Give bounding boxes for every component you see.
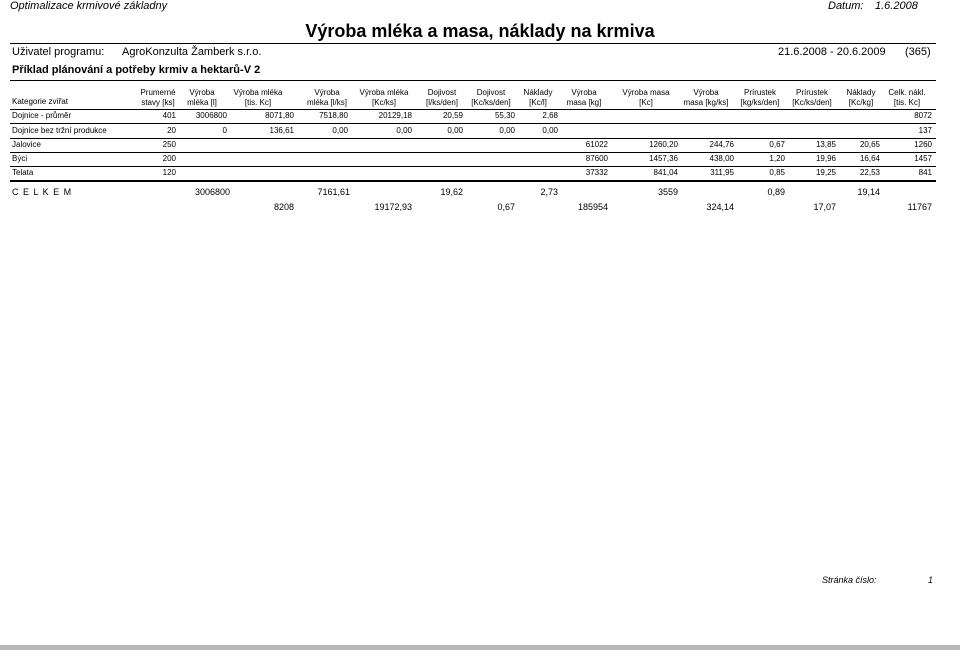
column-header-line2: [Kc/ks/den]	[471, 98, 511, 107]
total-value: 11767	[907, 202, 932, 212]
category-header: Kategorie zvířat	[12, 97, 69, 106]
total-value: 19,62	[440, 187, 463, 197]
total-value: 3559	[657, 187, 678, 197]
column-header-line1: Výroba	[189, 88, 215, 97]
row-divider	[10, 166, 936, 167]
column-header-line1: Dojivost	[476, 88, 506, 97]
table-cell: 16,64	[859, 154, 880, 163]
table-cell: 250	[162, 140, 176, 149]
total-value: 2,73	[540, 187, 558, 197]
row-divider	[10, 152, 936, 153]
table-cell: 136,61	[269, 126, 294, 135]
table-cell: 1260,20	[649, 140, 678, 149]
table-cell: 13,85	[815, 140, 836, 149]
table-cell: 1,20	[769, 154, 785, 163]
table-cell: 1457	[914, 154, 932, 163]
table-cell: 0,00	[499, 126, 515, 135]
column-header-line1: Výroba	[314, 88, 340, 97]
user-label: Uživatel programu:	[12, 46, 105, 58]
total-value: 185954	[577, 202, 608, 212]
row-category-name: Telata	[12, 168, 34, 177]
report-subtitle: Příklad plánování a potřeby krmiv a hektarů-V 2	[12, 64, 261, 76]
table-cell: 0,00	[447, 126, 463, 135]
total-value: 7161,61	[317, 187, 350, 197]
column-header-line2: mléka [l]	[187, 98, 217, 107]
table-cell: 311,95	[710, 168, 734, 177]
column-header-line1: Prírustek	[743, 88, 776, 97]
column-header-line1: Výroba	[693, 88, 719, 97]
row-category-name: Dojnice bez tržní produkce	[12, 126, 107, 135]
table-cell: 120	[162, 168, 176, 177]
page-label: Stránka číslo:	[822, 575, 877, 585]
column-header-line2: [Kc]	[639, 98, 653, 107]
column-header-line2: mléka [l/ks]	[306, 98, 347, 107]
total-value: 0,67	[497, 202, 515, 212]
table-cell: 137	[918, 126, 932, 135]
table-cell: 7518,80	[319, 111, 348, 120]
table-cell: 1260	[914, 140, 932, 149]
table-cell: 87600	[585, 154, 608, 163]
column-header-line1: Náklady	[846, 88, 876, 97]
total-value: 19172,93	[374, 202, 412, 212]
table-cell: 0,85	[769, 168, 785, 177]
column-header-line1: Výroba mléka	[233, 88, 283, 97]
table-cell: 244,76	[709, 140, 734, 149]
column-header-line1: Prírustek	[795, 88, 828, 97]
total-value: 324,14	[706, 202, 734, 212]
table-cell: 841	[918, 168, 932, 177]
column-header-line1: Celk. nákl.	[888, 88, 926, 97]
table-cell: 0,67	[769, 140, 785, 149]
total-value: 19,14	[857, 187, 880, 197]
table-cell: 20129,18	[378, 111, 412, 120]
total-value: 8208	[273, 202, 294, 212]
column-header-line1: Výroba	[571, 88, 597, 97]
period-days: (365)	[905, 46, 931, 58]
column-header-line2: [Kc/ks/den]	[792, 98, 832, 107]
period: 21.6.2008 - 20.6.2009	[778, 46, 886, 58]
column-header-line2: masa [kg/ks]	[683, 98, 729, 107]
table-cell: 37332	[585, 168, 608, 177]
column-header-line2: [Kc/ks]	[371, 98, 396, 107]
table-cell: 2,68	[542, 111, 558, 120]
table-cell: 1457,36	[649, 154, 678, 163]
date-label: Datum:	[828, 0, 864, 12]
column-header-line1: Prumerné	[140, 88, 176, 97]
total-value: 0,89	[767, 187, 785, 197]
table-cell: 0,00	[332, 126, 348, 135]
app-name: Optimalizace krmivové základny	[10, 0, 168, 12]
table-bottom-divider-2	[10, 181, 936, 182]
subtitle-divider	[10, 80, 936, 81]
table-cell: 55,30	[494, 111, 515, 120]
table-cell: 19,25	[815, 168, 836, 177]
row-category-name: Jalovice	[12, 140, 41, 149]
column-header-line1: Náklady	[523, 88, 553, 97]
user-value: AgroKonzulta Žamberk s.r.o.	[122, 46, 262, 58]
total-label: C E L K E M	[12, 187, 73, 197]
column-header-line1: Dojivost	[427, 88, 457, 97]
window-bottom-edge	[0, 645, 960, 650]
column-header-line1: Výroba masa	[622, 88, 670, 97]
table-cell: 61022	[585, 140, 608, 149]
row-category-name: Dojnice - průměr	[12, 111, 72, 120]
date-value: 1.6.2008	[875, 0, 918, 12]
total-value: 17,07	[813, 202, 836, 212]
column-header-line2: masa [kg]	[566, 98, 602, 107]
row-divider	[10, 138, 936, 139]
table-cell: 3006800	[195, 111, 227, 120]
column-header-line2: [Kc/l]	[529, 98, 547, 107]
table-cell: 22,53	[859, 168, 880, 177]
table-cell: 0,00	[542, 126, 558, 135]
report-title: Výroba mléka a masa, náklady na krmiva	[305, 21, 655, 41]
header-divider	[10, 109, 936, 110]
table-cell: 438,00	[709, 154, 734, 163]
column-header-line2: [tis. Kc]	[893, 98, 921, 107]
table-cell: 20	[167, 126, 176, 135]
row-category-name: Býci	[12, 154, 28, 163]
column-header-line2: [l/ks/den]	[425, 98, 458, 107]
page-number: 1	[928, 575, 934, 585]
table-cell: 8072	[914, 111, 932, 120]
title-divider	[10, 43, 936, 44]
table-cell: 20,59	[442, 111, 463, 120]
table-cell: 0	[222, 126, 227, 135]
row-divider	[10, 123, 936, 124]
total-value: 3006800	[194, 187, 230, 197]
table-cell: 19,96	[815, 154, 836, 163]
table-cell: 8071,80	[265, 111, 294, 120]
table-cell: 401	[162, 111, 176, 120]
column-header-line2: [kg/ks/den]	[740, 98, 780, 107]
column-header-line2: [Kc/kg]	[848, 98, 874, 107]
column-header-line2: stavy [ks]	[141, 98, 175, 107]
table-cell: 0,00	[396, 126, 412, 135]
column-header-line2: [tis. Kc]	[244, 98, 272, 107]
column-header-line1: Výroba mléka	[359, 88, 409, 97]
table-cell: 200	[162, 154, 176, 163]
table-cell: 841,04	[653, 168, 678, 177]
table-cell: 20,65	[859, 140, 880, 149]
